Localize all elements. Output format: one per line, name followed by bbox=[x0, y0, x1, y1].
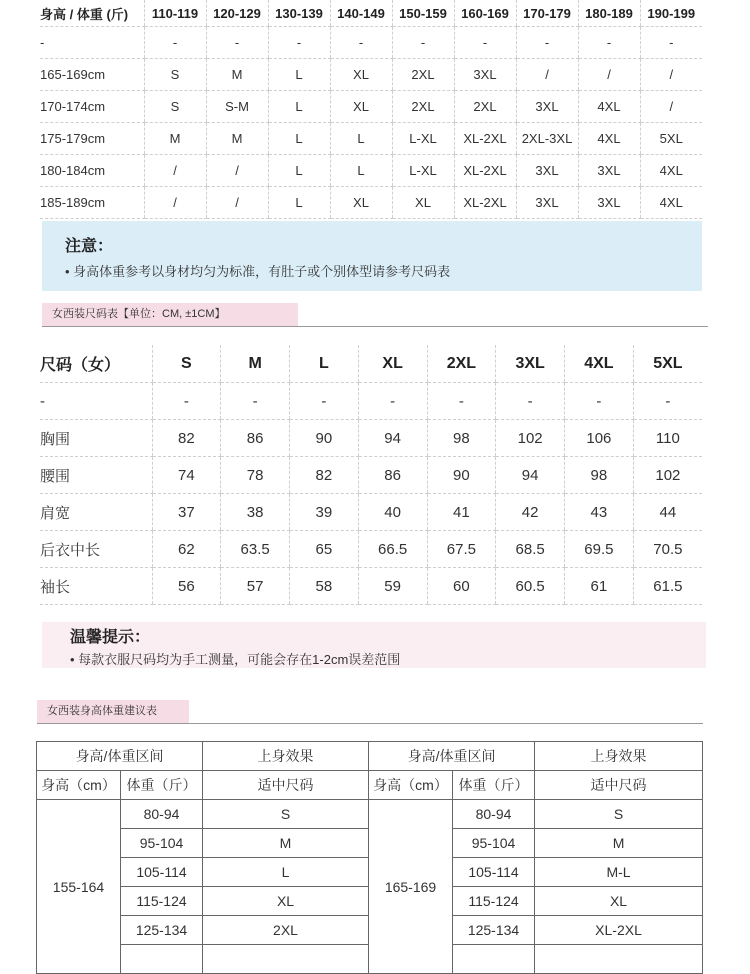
size-cell: XL bbox=[535, 887, 703, 916]
dash-cell: - bbox=[144, 27, 206, 59]
row-label: 腰围 bbox=[40, 457, 152, 494]
table-cell: 61 bbox=[565, 568, 634, 605]
table-cell: 43 bbox=[565, 494, 634, 531]
table-row bbox=[40, 494, 702, 531]
weight-cell: 125-134 bbox=[121, 916, 203, 945]
table-cell: 38 bbox=[221, 494, 290, 531]
col-weight: 体重（斤） bbox=[121, 771, 203, 800]
table-cell: 58 bbox=[290, 568, 359, 605]
table-cell: 60 bbox=[427, 568, 496, 605]
table-cell: 65 bbox=[290, 531, 359, 568]
header-cell: L bbox=[290, 345, 359, 383]
header-cell: M bbox=[221, 345, 290, 383]
men-size-table bbox=[40, 0, 702, 219]
row-label: 胸围 bbox=[40, 420, 152, 457]
section-tag: 女西装身高体重建议表 bbox=[37, 700, 189, 723]
table-cell: XL-2XL bbox=[454, 123, 516, 155]
size-cell: M bbox=[535, 829, 703, 858]
header-cell: 150-159 bbox=[392, 0, 454, 27]
table-cell: 82 bbox=[290, 457, 359, 494]
dash-cell: - bbox=[330, 27, 392, 59]
table-cell: L bbox=[268, 155, 330, 187]
height-range-right: 165-169 bbox=[369, 800, 453, 974]
weight-cell: 95-104 bbox=[121, 829, 203, 858]
table-cell: S bbox=[144, 91, 206, 123]
weight-cell: 105-114 bbox=[453, 858, 535, 887]
table-cell: 106 bbox=[565, 420, 634, 457]
header-cell: 180-189 bbox=[578, 0, 640, 27]
table-cell: 5XL bbox=[640, 123, 702, 155]
size-cell: XL bbox=[203, 887, 369, 916]
row-label: 175-179cm bbox=[40, 123, 144, 155]
table-cell: 2XL bbox=[454, 91, 516, 123]
table-cell: 98 bbox=[427, 420, 496, 457]
tips-box bbox=[42, 622, 706, 668]
table-cell: L bbox=[330, 155, 392, 187]
table-cell: 78 bbox=[221, 457, 290, 494]
note-text: • 身高体重参考以身材均匀为标准，有肚子或个别体型请参考尺码表 bbox=[65, 264, 451, 279]
size-cell: 2XL bbox=[203, 916, 369, 945]
col-size: 适中尺码 bbox=[203, 771, 369, 800]
header-cell: 170-179 bbox=[516, 0, 578, 27]
table-cell: 90 bbox=[290, 420, 359, 457]
table-cell: 90 bbox=[427, 457, 496, 494]
table-cell: / bbox=[206, 187, 268, 219]
table-cell: M bbox=[206, 123, 268, 155]
table-cell: 3XL bbox=[516, 187, 578, 219]
table-cell: M bbox=[206, 59, 268, 91]
table-row bbox=[40, 91, 702, 123]
header-cell: 3XL bbox=[496, 345, 565, 383]
header-cell: 110-119 bbox=[144, 0, 206, 27]
dash-cell: - bbox=[392, 27, 454, 59]
dash-cell: - bbox=[640, 27, 702, 59]
col-height: 身高（cm） bbox=[37, 771, 121, 800]
row-label: 肩宽 bbox=[40, 494, 152, 531]
table-header-row bbox=[40, 0, 702, 27]
table-cell: 62 bbox=[152, 531, 221, 568]
header-cell: 190-199 bbox=[640, 0, 702, 27]
table-cell: 3XL bbox=[578, 155, 640, 187]
header-cell: S bbox=[152, 345, 221, 383]
table-row bbox=[40, 187, 702, 219]
group-header-effect: 上身效果 bbox=[203, 742, 369, 771]
table-cell: / bbox=[640, 59, 702, 91]
dash-cell: - bbox=[290, 383, 359, 420]
tips-title: 温馨提示： bbox=[70, 629, 151, 646]
header-cell: 160-169 bbox=[454, 0, 516, 27]
size-cell: M-L bbox=[535, 858, 703, 887]
row-label: 180-184cm bbox=[40, 155, 144, 187]
table-cell: 94 bbox=[358, 420, 427, 457]
table-row bbox=[40, 155, 702, 187]
section-tag: 女西装尺码表【单位：CM, ±1CM】 bbox=[42, 303, 298, 326]
size-cell: XL-2XL bbox=[535, 916, 703, 945]
table-cell: 63.5 bbox=[221, 531, 290, 568]
tips-text: • 每款衣服尺码均为手工测量，可能会存在1-2cm误差范围 bbox=[70, 652, 401, 667]
weight-cell: 80-94 bbox=[453, 800, 535, 829]
table-cell: 102 bbox=[496, 420, 565, 457]
dash-cell: - bbox=[565, 383, 634, 420]
header-cell: 130-139 bbox=[268, 0, 330, 27]
table-cell: 4XL bbox=[578, 123, 640, 155]
weight-cell: 80-94 bbox=[121, 800, 203, 829]
row-label: 170-174cm bbox=[40, 91, 144, 123]
dash-cell: - bbox=[578, 27, 640, 59]
col-size: 适中尺码 bbox=[535, 771, 703, 800]
row-label: 袖长 bbox=[40, 568, 152, 605]
header-cell: 尺码（女） bbox=[40, 345, 152, 383]
table-cell: 40 bbox=[358, 494, 427, 531]
table-cell: L bbox=[268, 59, 330, 91]
height-range-left: 155-164 bbox=[37, 800, 121, 974]
dash-cell: - bbox=[40, 27, 144, 59]
table-cell: / bbox=[578, 59, 640, 91]
table-cell: L bbox=[268, 187, 330, 219]
table-cell: 70.5 bbox=[633, 531, 702, 568]
table-cell: 67.5 bbox=[427, 531, 496, 568]
table-cell: XL bbox=[392, 187, 454, 219]
table-cell: 3XL bbox=[454, 59, 516, 91]
dash-cell: - bbox=[427, 383, 496, 420]
table-cell: 41 bbox=[427, 494, 496, 531]
table-cell: XL bbox=[330, 59, 392, 91]
dash-cell: - bbox=[516, 27, 578, 59]
table-cell: S bbox=[144, 59, 206, 91]
row-label: 后衣中长 bbox=[40, 531, 152, 568]
recommendation-table bbox=[36, 741, 703, 974]
table-cell: 86 bbox=[221, 420, 290, 457]
table-row bbox=[40, 123, 702, 155]
table-cell: 39 bbox=[290, 494, 359, 531]
table-cell: L bbox=[330, 123, 392, 155]
table-cell: 4XL bbox=[578, 91, 640, 123]
group-header-effect: 上身效果 bbox=[535, 742, 703, 771]
table-cell: 82 bbox=[152, 420, 221, 457]
table-row bbox=[40, 568, 702, 605]
weight-cell: 125-134 bbox=[453, 916, 535, 945]
table-cell: XL-2XL bbox=[454, 187, 516, 219]
table-cell: 102 bbox=[633, 457, 702, 494]
column-header-row bbox=[37, 771, 703, 800]
col-weight: 体重（斤） bbox=[453, 771, 535, 800]
group-header-row bbox=[37, 742, 703, 771]
table-cell: L-XL bbox=[392, 155, 454, 187]
group-header-left: 身高/体重区间 bbox=[37, 742, 203, 771]
weight-cell: 115-124 bbox=[121, 887, 203, 916]
table-cell: 3XL bbox=[516, 155, 578, 187]
dash-cell: - bbox=[496, 383, 565, 420]
dash-cell: - bbox=[152, 383, 221, 420]
table-cell: S-M bbox=[206, 91, 268, 123]
size-cell: M bbox=[203, 829, 369, 858]
header-cell: 120-129 bbox=[206, 0, 268, 27]
table-cell: XL-2XL bbox=[454, 155, 516, 187]
weight-cell: 115-124 bbox=[453, 887, 535, 916]
table-cell: 56 bbox=[152, 568, 221, 605]
size-cell: L bbox=[203, 858, 369, 887]
section-divider bbox=[37, 723, 703, 724]
table-cell: / bbox=[640, 91, 702, 123]
header-cell: 2XL bbox=[427, 345, 496, 383]
table-cell: XL bbox=[330, 91, 392, 123]
dash-cell: - bbox=[358, 383, 427, 420]
header-cell: XL bbox=[358, 345, 427, 383]
table-cell: 4XL bbox=[640, 187, 702, 219]
table-cell: / bbox=[516, 59, 578, 91]
group-header-left: 身高/体重区间 bbox=[369, 742, 535, 771]
table-cell: 3XL bbox=[578, 187, 640, 219]
header-cell: 身高 / 体重 (斤) bbox=[40, 0, 144, 27]
table-header-row bbox=[40, 345, 702, 383]
col-height: 身高（cm） bbox=[369, 771, 453, 800]
table-cell: 110 bbox=[633, 420, 702, 457]
table-cell: 61.5 bbox=[633, 568, 702, 605]
row-label: 165-169cm bbox=[40, 59, 144, 91]
table-cell: L bbox=[268, 123, 330, 155]
table-cell: 42 bbox=[496, 494, 565, 531]
women-size-table bbox=[40, 345, 702, 605]
table-cell: XL bbox=[330, 187, 392, 219]
table-cell: 74 bbox=[152, 457, 221, 494]
note-title: 注意： bbox=[65, 238, 114, 255]
dash-cell: - bbox=[268, 27, 330, 59]
section-divider bbox=[42, 326, 708, 327]
table-cell: L bbox=[268, 91, 330, 123]
table-cell: 66.5 bbox=[358, 531, 427, 568]
header-cell: 4XL bbox=[565, 345, 634, 383]
table-cell: 69.5 bbox=[565, 531, 634, 568]
table-row bbox=[40, 59, 702, 91]
table-cell: 94 bbox=[496, 457, 565, 494]
table-cell: M bbox=[144, 123, 206, 155]
table-cell: / bbox=[206, 155, 268, 187]
table-cell: / bbox=[144, 187, 206, 219]
table-row bbox=[40, 531, 702, 568]
table-cell: 59 bbox=[358, 568, 427, 605]
size-cell: S bbox=[203, 800, 369, 829]
table-cell: / bbox=[144, 155, 206, 187]
size-cell: S bbox=[535, 800, 703, 829]
table-cell: 98 bbox=[565, 457, 634, 494]
table-cell: 4XL bbox=[640, 155, 702, 187]
table-cell: 2XL-3XL bbox=[516, 123, 578, 155]
dash-row bbox=[40, 27, 702, 59]
table-cell: 68.5 bbox=[496, 531, 565, 568]
table-cell: 37 bbox=[152, 494, 221, 531]
table-row bbox=[40, 420, 702, 457]
dash-row bbox=[40, 383, 702, 420]
header-cell: 5XL bbox=[633, 345, 702, 383]
table-cell: 2XL bbox=[392, 59, 454, 91]
header-cell: 140-149 bbox=[330, 0, 392, 27]
dash-cell: - bbox=[40, 383, 152, 420]
note-box bbox=[42, 221, 702, 291]
table-cell: 57 bbox=[221, 568, 290, 605]
dash-cell: - bbox=[454, 27, 516, 59]
weight-cell: 95-104 bbox=[453, 829, 535, 858]
dash-cell: - bbox=[633, 383, 702, 420]
dash-cell: - bbox=[221, 383, 290, 420]
table-cell: 44 bbox=[633, 494, 702, 531]
table-cell: L-XL bbox=[392, 123, 454, 155]
table-cell: 86 bbox=[358, 457, 427, 494]
table-row bbox=[37, 800, 703, 829]
table-cell: 2XL bbox=[392, 91, 454, 123]
row-label: 185-189cm bbox=[40, 187, 144, 219]
dash-cell: - bbox=[206, 27, 268, 59]
table-cell: 60.5 bbox=[496, 568, 565, 605]
table-cell: 3XL bbox=[516, 91, 578, 123]
table-row bbox=[40, 457, 702, 494]
weight-cell: 105-114 bbox=[121, 858, 203, 887]
